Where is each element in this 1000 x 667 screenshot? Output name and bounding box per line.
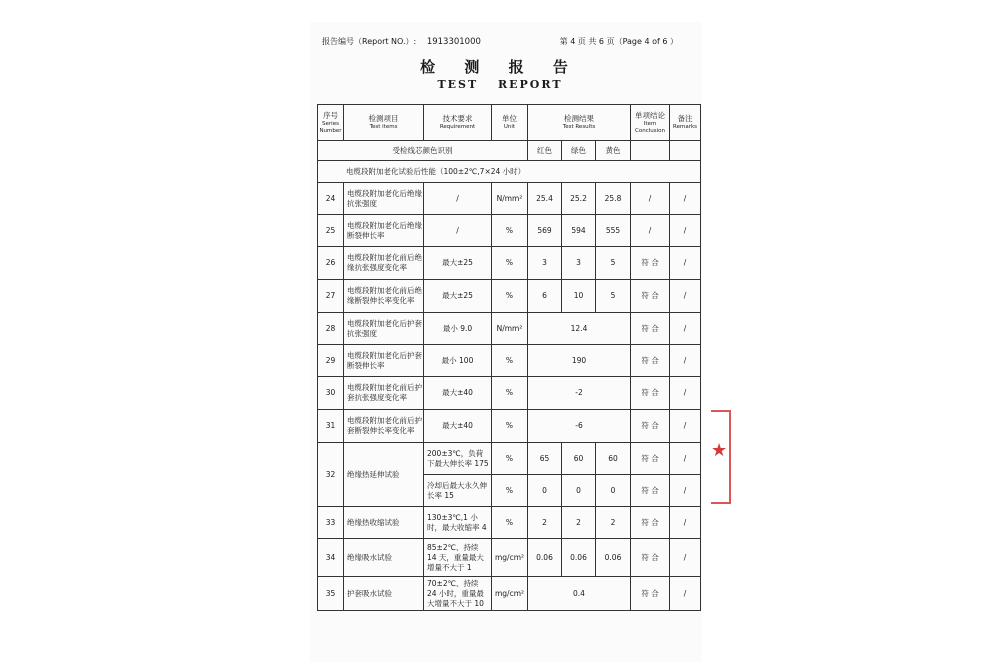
row-number: 27 <box>318 280 344 313</box>
row-requirement: 最大±40 <box>424 377 492 410</box>
row-result-green: 2 <box>562 507 596 539</box>
row-requirement: 最小 100 <box>424 345 492 377</box>
row-number: 33 <box>318 507 344 539</box>
row-remark: / <box>670 345 701 377</box>
row-conclusion: 符 合 <box>631 313 670 345</box>
seal-star-icon: ★ <box>711 440 728 461</box>
row-result-green: 10 <box>562 280 596 313</box>
row-number: 29 <box>318 345 344 377</box>
row-requirement: 最大±40 <box>424 410 492 443</box>
row-item: 电缆段附加老化后绝缘抗张强度 <box>344 183 424 215</box>
row-conclusion: 符 合 <box>631 507 670 539</box>
row-number: 31 <box>318 410 344 443</box>
row-result-yellow: 0.06 <box>596 539 631 577</box>
table-header-row <box>318 105 701 141</box>
row-item: 绝缘吸水试验 <box>344 539 424 577</box>
row-conclusion: 符 合 <box>631 539 670 577</box>
row-remark: / <box>670 539 701 577</box>
row-item: 电缆段附加老化前后绝缘断裂伸长率变化率 <box>344 280 424 313</box>
table-row <box>318 280 701 313</box>
header-seq: 序号 Series Number <box>318 105 344 141</box>
report-number-line <box>322 36 481 47</box>
row-unit: N/mm² <box>492 183 528 215</box>
section-title: 电缆段附加老化试验后性能（100±2℃,7×24 小时） <box>318 161 701 183</box>
page-indicator: 第 4 页 共 6 页（Page 4 of 6 ） <box>559 37 678 46</box>
row-result: -2 <box>528 377 631 410</box>
table-row <box>318 539 701 577</box>
table-row: 冷却后最大永久伸长率 15 % 0 0 0 符 合 / <box>318 475 701 507</box>
color-red: 红色 <box>528 141 562 161</box>
row-result-red: 3 <box>528 247 562 280</box>
row-requirement: / <box>424 183 492 215</box>
row-result-red: 2 <box>528 507 562 539</box>
row-result: 190 <box>528 345 631 377</box>
row-result: 12.4 <box>528 313 631 345</box>
table-row: 32 绝缘热延伸试验 200±3℃，负荷下最大伸长率 175 % 65 60 60 符 合 / <box>318 443 701 475</box>
row-result-green: 0.06 <box>562 539 596 577</box>
row-requirement: / <box>424 215 492 247</box>
header-unit: 单位 Unit <box>492 105 528 141</box>
table-row <box>318 183 701 215</box>
row-item: 电缆段附加老化后绝缘断裂伸长率 <box>344 215 424 247</box>
report-number: 1913301000 <box>426 37 481 47</box>
row-unit: % <box>492 377 528 410</box>
table-row <box>318 215 701 247</box>
row-result-yellow: 2 <box>596 507 631 539</box>
row-result-red: 0.06 <box>528 539 562 577</box>
header-results: 检测结果 Test Results <box>528 105 631 141</box>
row-result-green: 594 <box>562 215 596 247</box>
section-row <box>318 161 701 183</box>
row-unit: % <box>492 247 528 280</box>
row-number: 24 <box>318 183 344 215</box>
row-result-yellow: 5 <box>596 280 631 313</box>
row-remark: / <box>670 377 701 410</box>
table-row <box>318 247 701 280</box>
color-row <box>318 141 701 161</box>
row-item: 绝缘热收缩试验 <box>344 507 424 539</box>
row-conclusion: 符 合 <box>631 377 670 410</box>
title-english: TEST REPORT <box>437 78 563 91</box>
header-conclusion: 单项结论 Item Conclusion <box>631 105 670 141</box>
row-unit: % <box>492 215 528 247</box>
header-item: 检测项目 Test items <box>344 105 424 141</box>
row-result-green: 3 <box>562 247 596 280</box>
row-number: 25 <box>318 215 344 247</box>
row-conclusion: 符 合 <box>631 345 670 377</box>
row-remark: / <box>670 410 701 443</box>
row-remark: / <box>670 280 701 313</box>
row-remark: / <box>670 507 701 539</box>
row-item: 电缆段附加老化前后护套抗张强度变化率 <box>344 377 424 410</box>
title-chinese: 检 测 报 告 <box>420 58 580 76</box>
row-result-green: 25.2 <box>562 183 596 215</box>
row-conclusion: 符 合 <box>631 247 670 280</box>
row-unit: % <box>492 345 528 377</box>
row-conclusion: / <box>631 215 670 247</box>
row-item: 电缆段附加老化后护套抗张强度 <box>344 313 424 345</box>
row-unit: N/mm² <box>492 313 528 345</box>
header-remarks: 备注 Remarks <box>670 105 701 141</box>
row-conclusion: 符 合 <box>631 410 670 443</box>
row-item: 电缆段附加老化前后护套断裂伸长率变化率 <box>344 410 424 443</box>
header-requirement: 技术要求 Requirement <box>424 105 492 141</box>
row-result-yellow: 5 <box>596 247 631 280</box>
row-requirement: 最小 9.0 <box>424 313 492 345</box>
row-number: 28 <box>318 313 344 345</box>
row-conclusion: 符 合 <box>631 280 670 313</box>
color-yellow: 黄色 <box>596 141 631 161</box>
test-results-table <box>317 104 701 611</box>
table-row <box>318 507 701 539</box>
row-requirement: 130±3℃,1 小时，最大收缩率 4 <box>424 507 492 539</box>
row-result-red: 25.4 <box>528 183 562 215</box>
row-number: 34 <box>318 539 344 577</box>
row-conclusion: / <box>631 183 670 215</box>
row-result-yellow: 25.8 <box>596 183 631 215</box>
row-result-red: 569 <box>528 215 562 247</box>
row-result-red: 6 <box>528 280 562 313</box>
row-result-yellow: 555 <box>596 215 631 247</box>
row-item: 电缆段附加老化后护套断裂伸长率 <box>344 345 424 377</box>
row-item: 电缆段附加老化前后绝缘抗张强度变化率 <box>344 247 424 280</box>
row-unit: % <box>492 507 528 539</box>
row-unit: mg/cm² <box>492 539 528 577</box>
table-row <box>318 313 701 345</box>
row-result: -6 <box>528 410 631 443</box>
row-number: 26 <box>318 247 344 280</box>
table-row <box>318 410 701 443</box>
table-row <box>318 377 701 410</box>
color-green: 绿色 <box>562 141 596 161</box>
row-remark: / <box>670 313 701 345</box>
row-remark: / <box>670 183 701 215</box>
color-label: 受检线芯颜色识别 <box>318 141 528 161</box>
report-number-label: 报告编号（Report NO.）: <box>322 37 417 46</box>
row-remark: / <box>670 247 701 280</box>
row-requirement: 最大±25 <box>424 247 492 280</box>
row-requirement: 85±2℃、持续 14 天，重量最大增量不大于 1 <box>424 539 492 577</box>
row-unit: % <box>492 280 528 313</box>
table-row: 35 护套吸水试验 70±2℃、持续 24 小时，重量最大增量不大于 10 mg/cm² 0.4 符 合 / <box>318 577 701 611</box>
row-number: 30 <box>318 377 344 410</box>
table-row <box>318 345 701 377</box>
row-remark: / <box>670 215 701 247</box>
row-requirement: 最大±25 <box>424 280 492 313</box>
row-unit: % <box>492 410 528 443</box>
